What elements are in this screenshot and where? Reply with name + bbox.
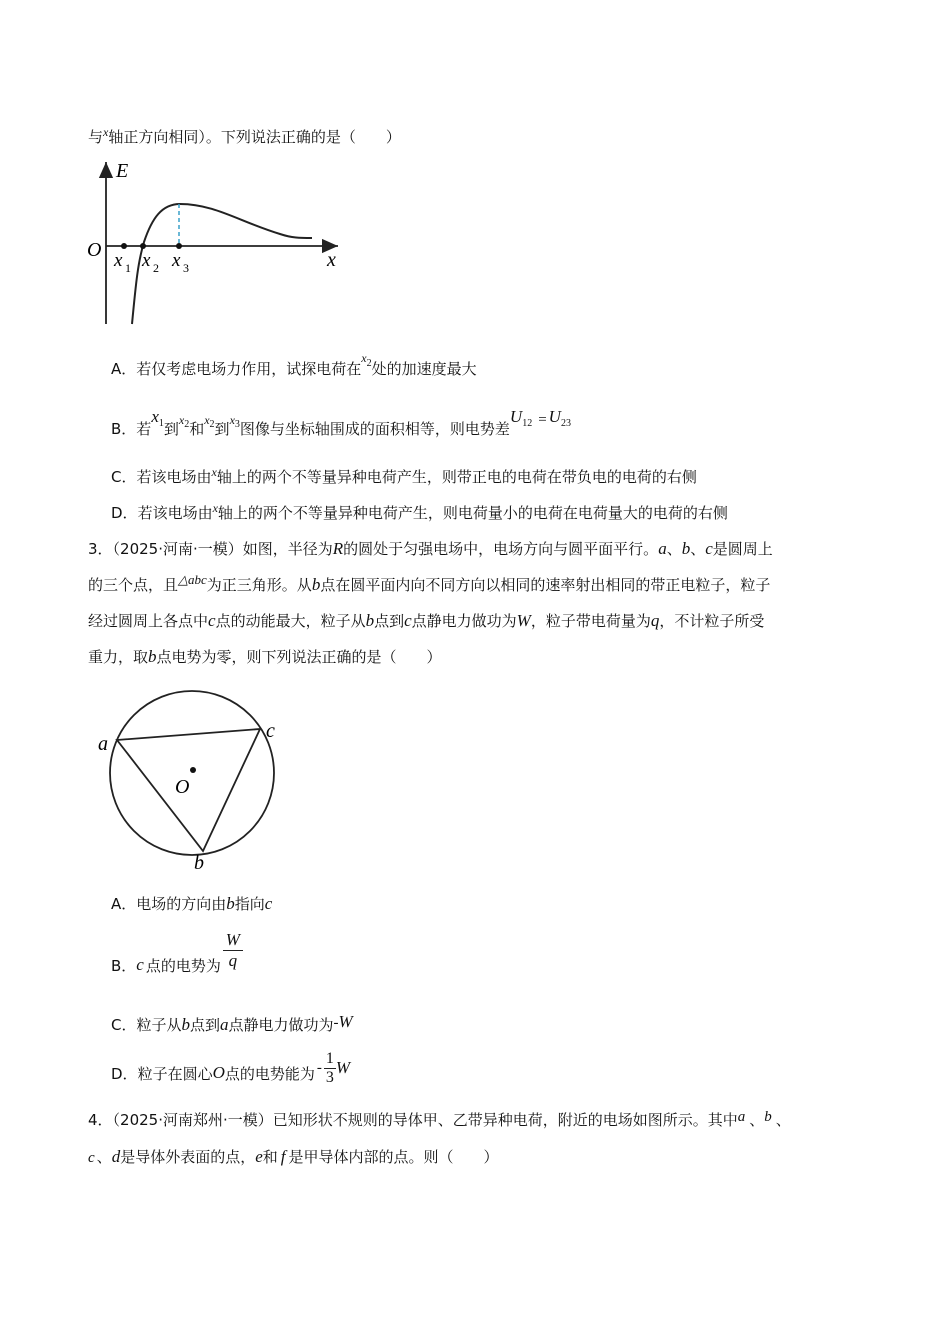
text: 若该电场由 xyxy=(137,504,213,522)
point-c-label: c xyxy=(266,720,275,742)
text: 的圆处于匀强电场中，电场方向与圆平面平行。 xyxy=(343,540,659,558)
x1-sub: 1 xyxy=(125,261,131,275)
text: 经过圆周上各点中 xyxy=(88,612,209,630)
option-label: B． xyxy=(111,956,137,975)
text: 轴上的两个不等量异种电荷产生，则电荷量小的电荷在电荷量大的电荷的右侧 xyxy=(217,504,728,522)
var: W xyxy=(335,1058,351,1077)
text: 粒子从 xyxy=(136,1016,182,1034)
text: 点在圆平面内向不同方向以相同的速率射出相同的带正电粒子，粒子 xyxy=(320,576,771,594)
text: 和 xyxy=(262,1148,278,1166)
e-x-graph xyxy=(80,152,350,332)
sub: 23 xyxy=(560,418,571,429)
fraction xyxy=(223,930,243,971)
minus: - xyxy=(333,1015,339,1031)
question-source: （2025·河南郑州·一模） xyxy=(112,1111,273,1129)
x1-label: x xyxy=(114,250,123,271)
var: b xyxy=(181,1015,190,1034)
x-axis-label: x xyxy=(327,249,336,271)
var: x xyxy=(361,351,367,365)
q3-option-d xyxy=(111,1044,350,1092)
text: 和 xyxy=(189,420,205,438)
text: 已知形状不规则的导体甲、乙带异种电荷，附近的电场如图所示。其中 xyxy=(272,1111,738,1129)
text: 点电势为零，则下列说法正确的是（ ） xyxy=(156,648,442,666)
var: e xyxy=(255,1147,263,1166)
triangle-abc: △abc xyxy=(178,572,207,587)
option-label: C． xyxy=(111,1016,137,1034)
var: a xyxy=(220,1015,229,1034)
q3-line-4 xyxy=(88,646,442,668)
minus: - xyxy=(316,1059,322,1076)
var: q xyxy=(650,611,660,630)
option-label: D． xyxy=(111,1064,138,1083)
sub: 2 xyxy=(209,419,215,430)
text: 点静电力做功为 xyxy=(411,612,517,630)
text: 处的加速度最大 xyxy=(371,360,477,378)
y-axis-label: E xyxy=(116,160,129,182)
q2-option-b xyxy=(111,407,571,440)
option-label: A． xyxy=(111,895,137,913)
var: b xyxy=(226,894,235,913)
q3-line-3 xyxy=(88,610,764,632)
x3-label: x xyxy=(172,250,181,271)
var: x xyxy=(204,413,210,427)
text: 、 xyxy=(96,1148,112,1166)
x3-sub: 3 xyxy=(183,261,189,275)
option-label: D． xyxy=(111,504,138,522)
question-number: 3． xyxy=(88,540,113,558)
q3-option-b xyxy=(111,926,243,974)
sub: 2 xyxy=(366,358,372,369)
text: 、 xyxy=(666,540,682,558)
var: f xyxy=(280,1147,286,1166)
q3-line-1 xyxy=(88,538,773,560)
var: c xyxy=(208,611,216,630)
var: b xyxy=(148,647,157,666)
q4-line-2 xyxy=(88,1146,499,1168)
text: 与 xyxy=(88,128,104,146)
text: 轴正方向相同）。下列说法正确的是（ ） xyxy=(108,128,401,146)
text: 如图，半径为 xyxy=(242,540,333,558)
origin-label: O xyxy=(87,239,102,261)
circle xyxy=(110,691,274,855)
sub: 1 xyxy=(158,418,164,429)
text: 重力，取 xyxy=(88,648,149,666)
var: c xyxy=(264,894,273,913)
var: d xyxy=(111,1147,121,1166)
var-x: x xyxy=(103,125,109,139)
var-u: U xyxy=(509,407,523,426)
text: 点的电势能为 xyxy=(224,1064,315,1083)
var: W xyxy=(338,1012,353,1031)
var: x xyxy=(212,501,218,515)
fraction xyxy=(324,1050,336,1087)
option-label: A． xyxy=(111,360,137,378)
sub: 2 xyxy=(184,419,190,430)
e-curve xyxy=(132,204,312,324)
var: x xyxy=(178,413,185,427)
point-a-label: a xyxy=(98,733,108,755)
q3-option-a xyxy=(111,893,272,915)
var-u: U xyxy=(548,407,561,426)
text: 是导体外表面的点， xyxy=(120,1148,256,1166)
text: 、 xyxy=(690,540,706,558)
text: 指向 xyxy=(234,895,265,913)
option-label: C． xyxy=(111,468,137,486)
q2-option-a xyxy=(111,351,477,380)
q2-option-d xyxy=(111,502,728,524)
text: 是甲导体内部的点。则（ ） xyxy=(288,1148,499,1166)
equals: = xyxy=(538,412,547,428)
text: 若该电场由 xyxy=(136,468,212,486)
point-b-label: b xyxy=(194,852,204,874)
center-point xyxy=(190,767,196,773)
var: a xyxy=(737,1109,746,1125)
question-source: （2025·河南·一模） xyxy=(112,540,243,558)
q2-option-c xyxy=(111,466,697,488)
q4-line-1 xyxy=(88,1109,791,1131)
text: 、 xyxy=(775,1111,791,1129)
var: b xyxy=(365,611,375,630)
text: 点的动能最大，粒子从 xyxy=(215,612,366,630)
text: 点静电力做功为 xyxy=(228,1016,334,1034)
x2-sub: 2 xyxy=(153,261,159,275)
q2-stem-tail xyxy=(88,126,401,148)
text: 图像与坐标轴围成的面积相等，则电势差 xyxy=(239,420,510,438)
text: ，粒子带电荷量为 xyxy=(530,612,651,630)
circle-figure xyxy=(90,685,290,875)
var: c xyxy=(136,955,144,974)
x2-point xyxy=(140,243,146,249)
denominator: q xyxy=(228,950,238,970)
x3-point xyxy=(176,243,182,249)
text: 轴上的两个不等量异种电荷产生，则带正电的电荷在带负电的电荷的右侧 xyxy=(216,468,697,486)
text: 点到 xyxy=(190,1016,221,1034)
sub: 3 xyxy=(234,419,240,430)
var: x xyxy=(151,407,159,426)
var: O xyxy=(212,1063,225,1082)
text: 到 xyxy=(163,420,179,438)
text: 电场的方向由 xyxy=(136,895,227,913)
text: 是圆周上 xyxy=(712,540,773,558)
text: 、 xyxy=(749,1111,765,1129)
text: ，不计粒子所受 xyxy=(659,612,765,630)
text: 若仅考虑电场力作用，试探电荷在 xyxy=(136,360,362,378)
text: 若 xyxy=(136,420,152,438)
sub: 12 xyxy=(522,418,533,429)
q3-line-2 xyxy=(88,574,770,596)
numerator: 1 xyxy=(325,1049,334,1067)
var: c xyxy=(705,539,713,558)
center-label: O xyxy=(175,776,190,798)
x1-point xyxy=(121,243,127,249)
q3-option-c xyxy=(111,1014,353,1036)
question-number: 4． xyxy=(88,1111,113,1129)
text: 到 xyxy=(214,420,230,438)
text: 点到 xyxy=(374,612,405,630)
var: x xyxy=(211,465,217,479)
var: c xyxy=(404,611,412,630)
text: 的三个点，且 xyxy=(88,576,179,594)
var: x xyxy=(229,413,235,427)
numerator: W xyxy=(225,929,240,949)
var: c xyxy=(88,1150,95,1166)
option-label: B． xyxy=(111,420,137,438)
x2-label: x xyxy=(142,250,151,271)
var: W xyxy=(516,611,531,630)
var: b xyxy=(681,539,691,558)
text: 为正三角形。从 xyxy=(206,576,312,594)
var: R xyxy=(332,539,344,558)
text: 点的电势为 xyxy=(145,956,221,975)
var: b xyxy=(764,1109,772,1125)
var: b xyxy=(311,575,321,594)
var: a xyxy=(658,539,667,558)
denominator: 3 xyxy=(325,1068,334,1086)
text: 粒子在圆心 xyxy=(137,1064,213,1083)
